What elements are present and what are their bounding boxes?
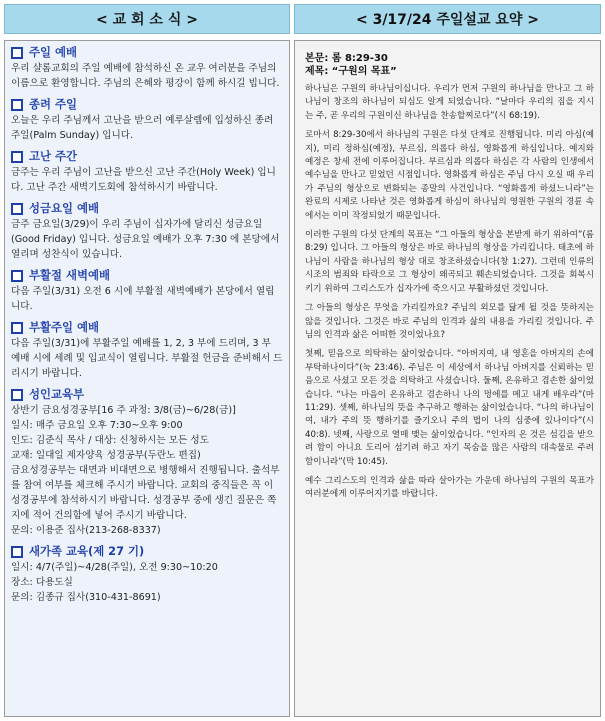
- church-news-header-text: < 교 회 소 식 >: [96, 12, 198, 28]
- news-section-text: 문의: 김종규 집사(310-431-8691): [11, 592, 161, 603]
- news-section: [11, 44, 283, 91]
- news-section: [11, 200, 283, 262]
- sermon-paragraph: 로마서 8:29-30에서 하나님의 구원은 다섯 단계로 진행됩니다. 미리 아심(예지), 미리 정하심(예정), 부르심, 의롭다 하심, 영화롭게 하심입니다. 예지와 예정은 창세 전에 이루어집니다. 부르심과 의롭다 하심은 각 사람의 인생에서 예수님을 만나고 믿었던 시점입니다. 영화롭게 하심은 주님 다시 오실 때 우리가 주님의 형상으로 변화되는 종말의 사건입니다. “영화롭게 하셨느니라”는 완료의 시제로 나타난 것은 영화롭게 하심이 하나님의 영원한 구원의 경륜 속에서는 이미 작정되었기 때문입니다.: [305, 130, 594, 221]
- sermon-paragraph: 첫째, 믿음으로 의탁하는 삶이었습니다. “아버지여, 내 영혼을 아버지의 손에 부탁하나이다”(눅 23:46). 주님은 이 세상에서 하나님 아버지를 신뢰하는 믿음으로 사셨고 모든 것을 의탁하고 사셨습니다. 둘째, 온유하고 겸손한 삶이었습니다. “나는 마음이 온유하고 겸손하니 나의 멍에를 메고 내게 배우라”(마 11:29). 셋째, 하나님의 뜻을 추구하고 행하는 삶이었습니다. “나의 하나님이여, 내가 주의 뜻 행하기를 즐기오니 주의 법이 나의 심중에 있나이다”(시 40:8). 넷째, 사랑으로 열매 맺는 삶이었습니다. “인자의 온 것은 섬김을 받으려 함이 아니요 도리어 섬기려 하고 자기 목숨을 많은 사람의 대속물로 주려 함이니라”(막 10:45).: [305, 349, 594, 467]
- news-section-title: 종려 주일: [11, 96, 283, 113]
- news-section-title: 주일 예배: [11, 44, 283, 61]
- church-news-panel: [4, 40, 290, 717]
- news-section-title: 성인교육부: [11, 386, 283, 403]
- square-bullet-icon: [11, 151, 23, 163]
- news-section-title: 부활절 새벽예배: [11, 267, 283, 284]
- sermon-heading: [305, 52, 594, 78]
- news-section-text: 일시: 매주 금요일 오후 7:30~오후 9:00: [11, 420, 183, 431]
- news-section-title: 성금요일 예배: [11, 200, 283, 217]
- square-bullet-icon: [11, 546, 23, 558]
- square-bullet-icon: [11, 322, 23, 334]
- news-section-text: 오늘은 우리 주님께서 고난을 받으러 예루살렘에 입성하신 종려 주일(Palm Sunday) 입니다.: [11, 115, 274, 141]
- news-section-title: 새가족 교육(제 27 기): [11, 543, 283, 560]
- sermon-paragraph: 예수 그리스도의 인격과 삶을 따라 살아가는 가운데 하나님의 구원의 목표가 여러분에게 이루어지기를 바랍니다.: [305, 475, 594, 500]
- sermon-paragraph: 그 아들의 형상은 무엇을 가리킬까요? 주님의 외모를 닮게 될 것을 뜻하지는 않을 것입니다. 그것은 바로 주님의 인격과 삶의 내용을 가리킬 것입니다. 주님의 인격과 삶은 어떠한 것이었나요?: [305, 303, 594, 340]
- news-section-text: 금주는 우리 주님이 고난을 받으신 고난 주간(Holy Week) 입니다. 고난 주간 새벽기도회에 참석하시기 바랍니다.: [11, 167, 276, 193]
- news-section: [11, 267, 283, 314]
- square-bullet-icon: [11, 389, 23, 401]
- news-section: [11, 543, 283, 605]
- sermon-title: 제목: “구원의 목표”: [305, 66, 397, 77]
- news-section-text: 다음 주일(3/31) 오전 6 시에 부활절 새벽예배가 본당에서 열립니다.: [11, 286, 275, 312]
- news-section-text: 금주 금요일(3/29)이 우리 주님이 십자가에 달리신 성금요일(Good Friday) 입니다. 성금요일 예배가 오후 7:30 에 본당에서 열리며 성찬식이 있습니다.: [11, 219, 280, 260]
- sermon-scripture: 본문: 롬 8:29-30: [305, 53, 388, 64]
- news-section-title: 부활주일 예배: [11, 319, 283, 336]
- sermon-summary-panel: [294, 40, 601, 717]
- news-section-text: 상반기 금요성경공부[16 주 과정: 3/8(금)~6/28(금)]: [11, 405, 236, 416]
- news-section: [11, 148, 283, 195]
- news-section-text: 우리 샬롬교회의 주일 예배에 참석하신 온 교우 여러분을 주님의 이름으로 환영합니다. 주님의 은혜와 평강이 함께 하시길 빕니다.: [11, 63, 280, 89]
- news-section: [11, 386, 283, 538]
- square-bullet-icon: [11, 270, 23, 282]
- news-section-text: 금요성경공부는 대면과 비대면으로 병행해서 진행됩니다. 출석부를 참여 여부를 체크해 주시기 바랍니다. 교회의 중직들은 꼭 이 성경공부에 참석하시기 바랍니다. 성경공부 중에 생긴 질문은 쪽지에 적어 건의함에 넣어 주시기 바랍니다.: [11, 465, 280, 521]
- news-section-title: 고난 주간: [11, 148, 283, 165]
- church-news-header: [4, 4, 290, 34]
- sermon-paragraph: 이러한 구원의 다섯 단계의 목표는 “그 아들의 형상을 본받게 하기 위하여”(롬 8:29) 입니다. 그 아들의 형상은 바로 하나님의 형상을 가리킵니다. 태초에 하나님이 사람을 하나님의 형상 대로 창조하셨습니다(창 1:27). 그런데 인류의 시조의 범죄와 타락으로 그 형상이 왜곡되고 훼손되었습니다. 그것을 회복시키기 위하여 그리스도가 십자가에 죽으시고 부활하셨던 것입니다.: [305, 230, 594, 294]
- news-section-text: 장소: 다용도실: [11, 577, 73, 588]
- news-section: [11, 96, 283, 143]
- sermon-summary-header-text: < 3/17/24 주일설교 요약 >: [355, 12, 540, 28]
- news-section-text: 다음 주일(3/31)에 부활주일 예배를 1, 2, 3 부에 드리며, 3 부 예배 시에 세례 및 입교식이 열립니다. 부활절 헌금을 준비해서 드리시기 바랍니다.: [11, 338, 283, 379]
- square-bullet-icon: [11, 203, 23, 215]
- news-section-text: 인도: 김준식 목사 / 대상: 신청하시는 모든 성도: [11, 435, 209, 446]
- square-bullet-icon: [11, 47, 23, 59]
- news-section-text: 문의: 이용준 집사(213-268-8337): [11, 525, 161, 536]
- news-section-text: 교재: 일대일 제자양육 성경공부(두란노 편집): [11, 450, 201, 461]
- square-bullet-icon: [11, 99, 23, 111]
- sermon-paragraph: 하나님은 구원의 하나님이십니다. 우리가 먼저 구원의 하나님을 만나고 그 하나님이 창조의 하나님이 되심도 알게 되었습니다. “날마다 우리의 짐을 지시는 주, 곧 우리의 구원이신 하나님을 찬송할찌로다”(시 68:19).: [305, 84, 594, 121]
- sermon-summary-header: [294, 4, 601, 34]
- news-section-text: 일시: 4/7(주일)~4/28(주일), 오전 9:30~10:20: [11, 562, 218, 573]
- news-section: [11, 319, 283, 381]
